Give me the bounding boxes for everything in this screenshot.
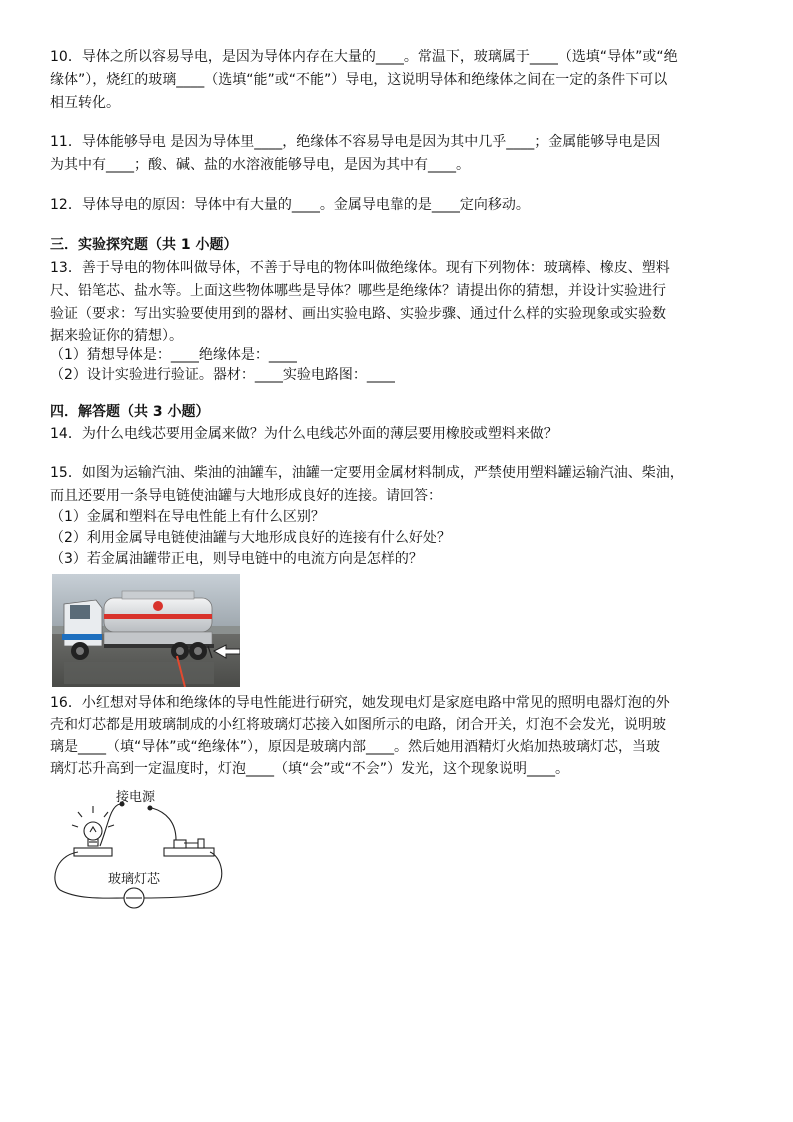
q15-sub1: （1）金属和塑料在导电性能上有什么区别？ [50, 509, 325, 525]
q13-sub2: （2）设计实验进行验证。器材：____实验电路图：____ [50, 367, 395, 383]
section-3-heading: 三．实验探究题（共 1 小题） [50, 237, 238, 253]
q13-line2: 尺、铅笔芯、盐水等。上面这些物体哪些是导体？哪些是绝缘体？请提出你的猜想，并设计实验进行 [50, 283, 666, 299]
q15-sub3: （3）若金属油罐带正电，则导电链中的电流方向是怎样的？ [50, 551, 423, 567]
q12-line1: 12．导体导电的原因：导体中有大量的____。金属导电靠的是____定向移动。 [50, 197, 530, 213]
q16-line1: 16．小红想对导体和绝缘体的导电性能进行研究，她发现电灯是家庭电路中常见的照明电器灯泡的外 [50, 695, 670, 711]
q13-line4: 据来验证你的猜想）。 [50, 328, 183, 344]
q16-line4: 璃灯芯升高到一定温度时，灯泡____（填“会”或“不会”）发光，这个现象说明____。 [50, 761, 570, 777]
switch-icon [164, 839, 214, 856]
section-4-heading: 四．解答题（共 3 小题） [50, 404, 210, 420]
tanker-truck-photo [52, 574, 240, 687]
q10-line2: 缘体”），烧红的玻璃____（选填“能”或“不能”）导电，这说明导体和绝缘体之间在一定的条件下可以 [50, 72, 668, 88]
light-bulb-icon [84, 822, 102, 846]
q16-line3: 璃是____（填“导体”或“绝缘体”），原因是玻璃内部____。然后她用酒精灯火焰加热玻璃灯芯，当玻 [50, 739, 661, 755]
q15-sub2: （2）利用金属导电链使油罐与大地形成良好的连接有什么好处？ [50, 530, 451, 546]
glass-core-icon [124, 888, 144, 908]
q16-line2: 壳和灯芯都是用玻璃制成的小红将玻璃灯芯接入如图所示的电路，闭合开关，灯泡不会发光，说明玻 [50, 717, 666, 733]
circuit-diagram [48, 786, 228, 911]
power-source-label: 接电源 [116, 790, 156, 805]
q13-line1: 13．善于导电的物体叫做导体，不善于导电的物体叫做绝缘体。现有下列物体：玻璃棒、橡皮、塑料 [50, 260, 670, 276]
q10-line1: 10．导体之所以容易导电，是因为导体内存在大量的____。常温下，玻璃属于____（选填“导体”或“绝 [50, 49, 678, 65]
q11-line2: 为其中有____；酸、碱、盐的水溶液能够导电，是因为其中有____。 [50, 157, 470, 173]
q10-line3: 相互转化。 [50, 95, 120, 111]
q13-line3: 验证（要求：写出实验要使用到的器材、画出实验电路、实验步骤、通过什么样的实验现象或实验数 [50, 306, 666, 322]
glass-core-label: 玻璃灯芯 [108, 872, 161, 887]
q13-sub1: （1）猜想导体是：____绝缘体是：____ [50, 347, 297, 363]
q15-line2: 而且还要用一条导电链使油罐与大地形成良好的连接。请回答： [50, 488, 442, 504]
q11-line1: 11．导体能够导电 是因为导体里____，绝缘体不容易导电是因为其中几乎____；金属能够导电是因 [50, 134, 661, 150]
q14-line1: 14．为什么电线芯要用金属来做？为什么电线芯外面的薄层要用橡胶或塑料来做？ [50, 426, 558, 442]
q15-line1: 15．如图为运输汽油、柴油的油罐车，油罐一定要用金属材料制成，严禁使用塑料罐运输汽油、柴油， [50, 465, 684, 481]
